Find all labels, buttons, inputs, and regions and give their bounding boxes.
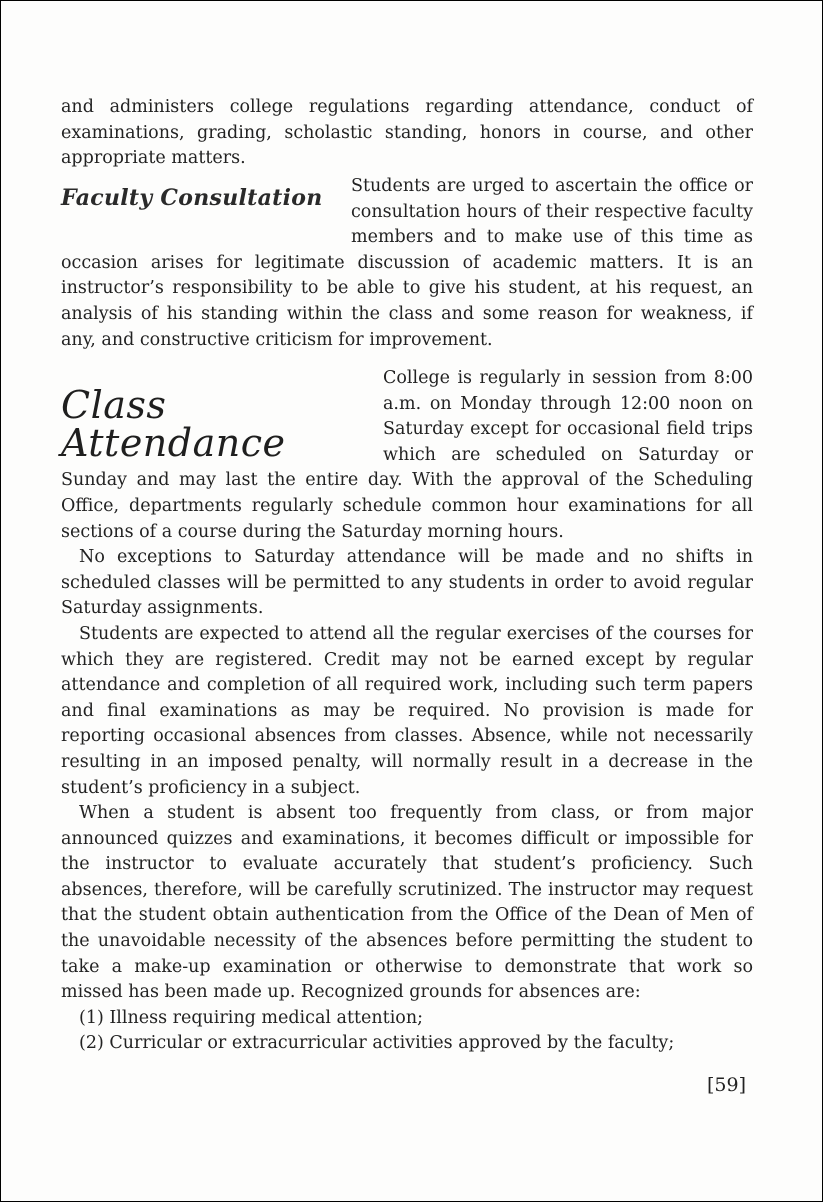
faculty-consultation-heading: Faculty Consultation (61, 185, 323, 211)
attendance-paragraph: No exceptions to Saturday attendance will be made and no shifts in scheduled classes will be permitted to any students in order to avoid regular Saturday assignments. (61, 547, 753, 619)
attendance-paragraph: Students are expected to attend all the regular exercises of the courses for which they are registered. Credit may not be earned except by regular attendance and completion of all required work, including such term papers and final examinations as may be required. No provision is made for reporting occasional absences from classes. Absence, while not necessarily resulting in an imposed penalty, will normally result in a decrease in the student’s proficiency in a subject. (61, 623, 753, 798)
attendance-paragraph: When a student is absent too frequently from class, or from major announced quizzes and examinations, it becomes difficult or impossible for the instructor to evaluate accurately that student’s proficiency. Such absences, therefore, will be carefully scrutinized. The instructor may request that the student obtain authentication from the Office of the Dean of Men of the unavoidable necessity of the absences before permitting the student to take a make-up examination or otherwise to demonstrate that work so missed has been made up. Recognized grounds for absences are: (61, 803, 753, 1003)
faculty-consultation-section (61, 174, 753, 353)
intro-paragraph: and administers college regulations regarding attendance, conduct of examinations, grading, scholastic standing, honors in course, and other appropriate matters. (61, 97, 753, 169)
absence-ground-item: (2) Curricular or extracurricular activities approved by the faculty; (79, 1033, 675, 1054)
absence-ground-item: (1) Illness requiring medical attention; (79, 1007, 424, 1028)
attendance-paragraph: College is regularly in session from 8:00 a.m. on Monday through 12:00 noon on Saturday except for occasional field trips which are scheduled on Saturday or Sunday and may last the entire day. With the approval of the Scheduling Office, departments regularly schedule common hour examinations for all sections of a course during the Saturday morning hours. (61, 368, 753, 542)
faculty-consultation-paragraph: Students are urged to ascertain the office or consultation hours of their respective faculty members and to make use of this time as occasion arises for legitimate discussion of academic matters. It is an instructor’s responsibility to be able to give his student, at his request, an analysis of his standing within the class and some reason for weakness, if any, and constructive criticism for improvement. (61, 176, 753, 350)
class-attendance-heading: Class Attendance (61, 383, 286, 465)
page-number: [59] (707, 1074, 747, 1096)
class-attendance-section (61, 366, 753, 1057)
intro-section (61, 95, 753, 172)
